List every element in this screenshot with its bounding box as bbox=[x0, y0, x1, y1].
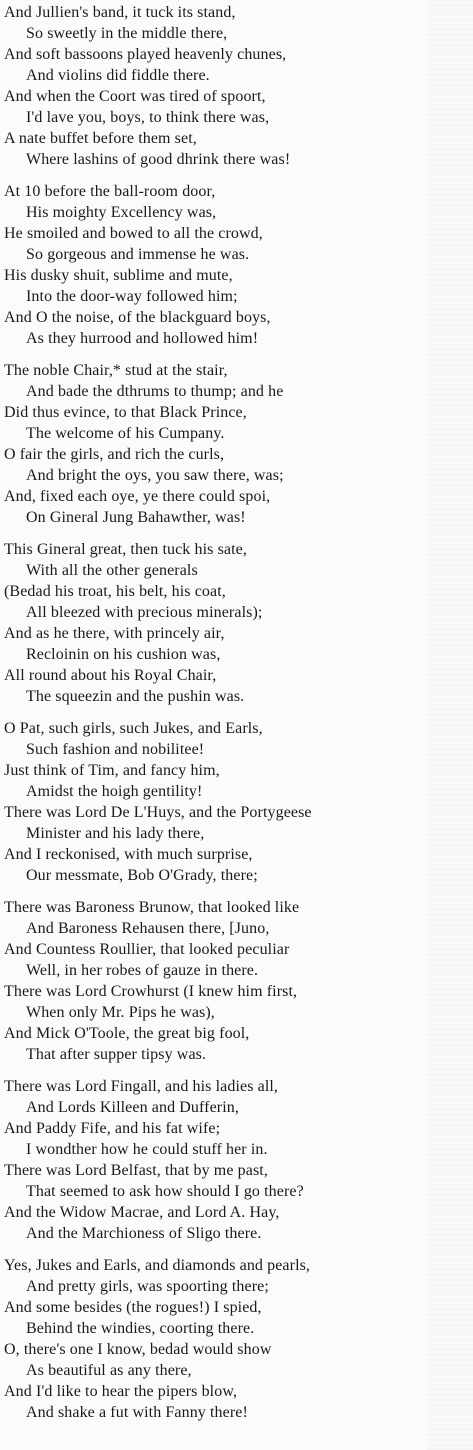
poem-line: That seemed to ask how should I go there? bbox=[26, 1183, 304, 1200]
stanza bbox=[4, 1255, 470, 1423]
poem-line: And Jullien's band, it tuck its stand, bbox=[4, 4, 236, 21]
poem-line: So gorgeous and immense he was. bbox=[26, 246, 250, 263]
poem-line: Where lashins of good dhrink there was! bbox=[26, 151, 291, 168]
poem-line: When only Mr. Pips he was), bbox=[26, 1004, 215, 1021]
poem-line: With all the other generals bbox=[26, 562, 198, 579]
poem-line: (Bedad his troat, his belt, his coat, bbox=[4, 583, 226, 600]
stanza bbox=[4, 1076, 470, 1244]
poem-line: And O the noise, of the blackguard boys, bbox=[4, 309, 271, 326]
poem-line: There was Lord Crowhurst (I knew him first, bbox=[4, 983, 298, 1000]
poem-line: And the Widow Macrae, and Lord A. Hay, bbox=[4, 1204, 280, 1221]
poem-line: So sweetly in the middle there, bbox=[26, 25, 228, 42]
poem-line: And soft bassoons played heavenly chunes, bbox=[4, 46, 287, 63]
poem-line: The squeezin and the pushin was. bbox=[26, 688, 245, 705]
poem-line: His moighty Excellency was, bbox=[26, 204, 217, 221]
poem-line: Our messmate, Bob O'Grady, there; bbox=[26, 867, 258, 884]
poem-line: His dusky shuit, sublime and mute, bbox=[4, 267, 233, 284]
poem-line: O fair the girls, and rich the curls, bbox=[4, 446, 225, 463]
poem-line: And I'd like to hear the pipers blow, bbox=[4, 1383, 238, 1400]
poem-line: And when the Coort was tired of spoort, bbox=[4, 88, 266, 105]
poem-line: The noble Chair,* stud at the stair, bbox=[4, 362, 228, 379]
poem-line: That after supper tipsy was. bbox=[26, 1046, 207, 1063]
poem-line: Behind the windies, coorting there. bbox=[26, 1320, 255, 1337]
poem-line: Recloinin on his cushion was, bbox=[26, 646, 221, 663]
stanza bbox=[4, 539, 470, 707]
poem-line: And some besides (the rogues!) I spied, bbox=[4, 1299, 262, 1316]
poem-line: And the Marchioness of Sligo there. bbox=[26, 1225, 262, 1242]
poem-line: At 10 before the ball-room door, bbox=[4, 183, 216, 200]
poem-line: All round about his Royal Chair, bbox=[4, 667, 217, 684]
poem-line: And as he there, with princely air, bbox=[4, 625, 225, 642]
poem-text-column bbox=[4, 2, 470, 1434]
poem-line: There was Lord Belfast, that by me past, bbox=[4, 1162, 268, 1179]
stanza bbox=[4, 2, 470, 170]
poem-line: On Gineral Jung Bahawther, was! bbox=[26, 509, 246, 526]
poem-line: There was Lord De L'Huys, and the Portygeese bbox=[4, 804, 312, 821]
poem-line: As they hurrood and hollowed him! bbox=[26, 330, 259, 347]
poem-line: And Countess Roullier, that looked peculiar bbox=[4, 941, 290, 958]
poem-line: All bleezed with precious minerals); bbox=[26, 604, 263, 621]
poem-line: This Gineral great, then tuck his sate, bbox=[4, 541, 247, 558]
stanza bbox=[4, 897, 470, 1065]
poem-line: Amidst the hoigh gentility! bbox=[26, 783, 203, 800]
poem-line: As beautiful as any there, bbox=[26, 1362, 192, 1379]
poem-line: And Mick O'Toole, the great big fool, bbox=[4, 1025, 250, 1042]
poem-line: And I reckonised, with much surprise, bbox=[4, 846, 253, 863]
poem-line: Into the door-way followed him; bbox=[26, 288, 238, 305]
poem-line: There was Baroness Brunow, that looked like bbox=[4, 899, 300, 916]
poem-line: Minister and his lady there, bbox=[26, 825, 205, 842]
poem-line: Yes, Jukes and Earls, and diamonds and pearls, bbox=[4, 1257, 311, 1274]
poem-line: Did thus evince, to that Black Prince, bbox=[4, 404, 247, 421]
poem-line: And bade the dthrums to thump; and he bbox=[26, 383, 284, 400]
stanza bbox=[4, 718, 470, 886]
stanza bbox=[4, 360, 470, 528]
poem-line: And Lords Killeen and Dufferin, bbox=[26, 1099, 239, 1116]
poem-line: And bright the oys, you saw there, was; bbox=[26, 467, 284, 484]
poem-line: I wondther how he could stuff her in. bbox=[26, 1141, 268, 1158]
poem-line: And pretty girls, was spoorting there; bbox=[26, 1278, 269, 1295]
poem-line: And Paddy Fife, and his fat wife; bbox=[4, 1120, 221, 1137]
poem-line: O Pat, such girls, such Jukes, and Earls, bbox=[4, 720, 263, 737]
poem-line: Just think of Tim, and fancy him, bbox=[4, 762, 220, 779]
poem-line: Such fashion and nobilitee! bbox=[26, 741, 205, 758]
poem-line: I'd lave you, boys, to think there was, bbox=[26, 109, 270, 126]
poem-line: The welcome of his Cumpany. bbox=[26, 425, 225, 442]
poem-line: And Baroness Rehausen there, [Juno, bbox=[26, 920, 270, 937]
poem-line: And shake a fut with Fanny there! bbox=[26, 1404, 248, 1421]
poem-line: And violins did fiddle there. bbox=[26, 67, 210, 84]
poem-line: He smoiled and bowed to all the crowd, bbox=[4, 225, 263, 242]
stanza bbox=[4, 181, 470, 349]
poem-line: O, there's one I know, bedad would show bbox=[4, 1341, 272, 1358]
poem-line: There was Lord Fingall, and his ladies all, bbox=[4, 1078, 279, 1095]
poem-line: And, fixed each oye, ye there could spoi, bbox=[4, 488, 271, 505]
poem-line: Well, in her robes of gauze in there. bbox=[26, 962, 259, 979]
poem-line: A nate buffet before them set, bbox=[4, 130, 197, 147]
